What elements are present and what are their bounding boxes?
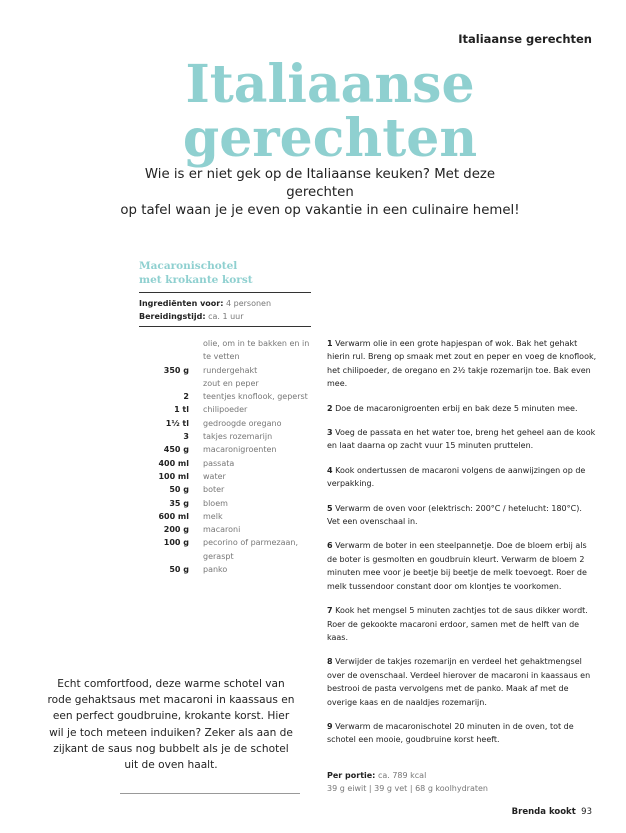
step-text: Kook ondertussen de macaroni volgens de aanwijzingen op de verpakking. (327, 465, 586, 489)
ingredient-row (139, 497, 311, 510)
step (327, 402, 597, 415)
ingredient-qty: 50 g (169, 565, 189, 575)
ingredient-row (139, 403, 311, 416)
nutrition-info (327, 769, 488, 796)
step (327, 337, 597, 391)
step-list (327, 337, 597, 758)
ingredient-row (139, 337, 311, 350)
ingredient-row (139, 390, 311, 403)
ingredient-qty: 100 g (163, 538, 189, 548)
step-number: 4 (327, 465, 333, 475)
step (327, 464, 597, 491)
ingredient-row (139, 417, 311, 430)
ingredient-name: melk (203, 511, 223, 521)
step (327, 655, 597, 709)
pull-quote (30, 676, 312, 773)
step (327, 539, 597, 593)
page-title (170, 54, 490, 169)
step-text: Verwarm de boter in een steelpannetje. Doe de bloem erbij als de boter is gesmolten en goudbruin kleurt. Verwarm de bloem 2 minuten mee voor je beetje bij beetje de melk toevoegt. Roer de melk tussendoor constant door om klontjes te voorkomen. (327, 541, 587, 591)
ingredient-qty: 35 g (169, 498, 189, 508)
step-text: Kook het mengsel 5 minuten zachtjes tot de saus dikker wordt. Roer de gekookte macaroni erdoor, samen met de helft van de kaas. (327, 606, 588, 642)
quote-underline (120, 793, 300, 794)
ingredient-name: water (203, 471, 226, 481)
ingredient-qty: 50 g (169, 485, 189, 495)
ingredient-name: pecorino of parmezaan, (203, 538, 299, 548)
recipe-title (139, 259, 253, 287)
ingredient-qty: 1 tl (174, 405, 189, 415)
ingredient-row (139, 430, 311, 443)
recipe-meta (139, 297, 271, 323)
step-text: Verwarm olie in een grote hapjespan of wok. Bak het gehakt hierin rul. Breng op smaak met zout en peper en voeg de knoflook, het chilipoeder, de oregano en 2½ takje rozemarijn toe. Bak even mee. (327, 339, 597, 389)
ingredient-qty (139, 377, 189, 390)
footer-brand: Brenda kookt (511, 807, 576, 817)
divider-bottom (139, 326, 311, 327)
quote-line: rode gehaktsaus met macaroni in kaassaus en (47, 694, 295, 707)
time-label: Bereidingstijd: (139, 312, 206, 321)
intro-line-1: Wie is er niet gek op de Italiaanse keuken? Met deze gerechten (144, 167, 496, 200)
ingredient-row (139, 536, 311, 549)
ingredient-name: olie, om in te bakken en in (203, 339, 310, 348)
step-number: 3 (327, 428, 333, 438)
portie-row (327, 769, 488, 782)
intro-line-2: op tafel waan je je even op vakantie in een culinaire hemel! (120, 203, 520, 218)
ingredient-name: teentjes knoflook, geperst (203, 392, 308, 402)
divider-top (139, 292, 311, 293)
step (327, 426, 597, 453)
quote-line: uit de oven haalt. (124, 759, 218, 772)
quote-line: Echt comfortfood, deze warme schotel van (57, 678, 285, 690)
time-value: ca. 1 uur (208, 312, 244, 321)
step-number: 8 (327, 657, 333, 667)
ingredient-name: te vetten (203, 352, 240, 362)
ingredient-qty (139, 550, 189, 563)
servings-row (139, 297, 271, 310)
page-footer (512, 807, 592, 817)
step-text: Voeg de passata en het water toe, breng het geheel aan de kook en laat daarna op zacht vuur 15 minuten pruttelen. (327, 428, 596, 451)
ingredient-name: zout en peper (203, 378, 259, 388)
step-number: 7 (327, 606, 333, 616)
portie-label: Per portie: (327, 771, 376, 780)
quote-line: wil je toch meteen induiken? Zeker als aan de (49, 726, 293, 739)
servings-value: 4 personen (226, 299, 272, 308)
ingredient-name: macaronigroenten (203, 445, 277, 455)
ingredient-row (139, 443, 311, 456)
ingredient-qty: 2 (183, 392, 189, 402)
ingredient-qty: 1½ tl (165, 418, 189, 428)
ingredient-qty: 450 g (163, 445, 189, 455)
quote-line: een perfect goudbruine, krokante korst. Hier (52, 710, 290, 723)
ingredient-name: geraspt (203, 551, 234, 561)
quote-line: zijkant de saus nog bubbelt als je de schotel (53, 742, 289, 755)
recipe-title-line-1: Macaronischotel (139, 260, 238, 272)
ingredient-row (139, 563, 311, 576)
ingredient-name: rundergehakt (203, 365, 258, 375)
ingredient-name: gedroogde oregano (203, 418, 282, 428)
ingredient-name: passata (203, 458, 235, 468)
title-line-2: gerechten (182, 108, 478, 169)
page-number: 93 (581, 807, 592, 817)
step-number: 2 (327, 403, 333, 413)
ingredient-name: panko (203, 565, 228, 575)
ingredient-qty: 350 g (163, 365, 189, 375)
step (327, 604, 597, 644)
ingredient-qty: 100 ml (158, 471, 189, 481)
time-row (139, 310, 271, 323)
step-number: 9 (327, 721, 333, 731)
step-number: 1 (327, 339, 333, 348)
step (327, 502, 597, 529)
title-line-1: Italiaanse (185, 54, 475, 115)
step-text: Verwarm de macaronischotel 20 minuten in de oven, tot de schotel een mooie, goudbruine korst heeft. (327, 721, 574, 745)
step (327, 720, 597, 747)
ingredient-row (139, 364, 311, 377)
ingredient-row (139, 470, 311, 483)
step-text: Verwarm de oven voor (elektrisch: 200°C / hetelucht: 180°C). Vet een ovenschaal in. (327, 503, 582, 527)
portie-kcal: ca. 789 kcal (377, 771, 427, 780)
ingredient-name: boter (203, 485, 225, 495)
step-text: Verwijder de takjes rozemarijn en verdeel het gehaktmengsel over de ovenschaal. Verdeel hierover de macaroni in kaassaus en bestrooi de pasta vervolgens met de panko. Maak af met de overige kaas en de naaldjes rozemarijn. (327, 657, 591, 707)
ingredient-qty: 200 g (163, 525, 189, 535)
ingredient-qty (139, 337, 189, 350)
ingredient-qty: 400 ml (158, 458, 189, 468)
ingredient-row (139, 457, 311, 470)
ingredient-row (139, 350, 311, 363)
ingredient-qty (139, 350, 189, 363)
running-head: Italiaanse gerechten (458, 32, 592, 46)
portie-macros: 39 g eiwit | 39 g vet | 68 g koolhydraten (327, 784, 488, 794)
step-text: Doe de macaronigroenten erbij en bak deze 5 minuten mee. (335, 403, 578, 413)
servings-label: Ingrediënten voor: (139, 299, 224, 308)
intro-text (110, 166, 530, 220)
ingredient-row (139, 523, 311, 536)
ingredient-qty: 600 ml (158, 511, 189, 521)
step-number: 5 (327, 503, 333, 513)
recipe-title-line-2: met krokante korst (139, 274, 253, 286)
ingredient-list (139, 337, 311, 576)
ingredient-row (139, 377, 311, 390)
ingredient-name: macaroni (203, 525, 241, 535)
ingredient-row (139, 483, 311, 496)
ingredient-name: bloem (203, 498, 228, 508)
ingredient-name: chilipoeder (203, 405, 248, 415)
ingredient-qty: 3 (183, 432, 189, 442)
step-number: 6 (327, 541, 333, 551)
ingredient-row (139, 550, 311, 563)
ingredient-row (139, 510, 311, 523)
ingredient-name: takjes rozemarijn (203, 432, 273, 442)
